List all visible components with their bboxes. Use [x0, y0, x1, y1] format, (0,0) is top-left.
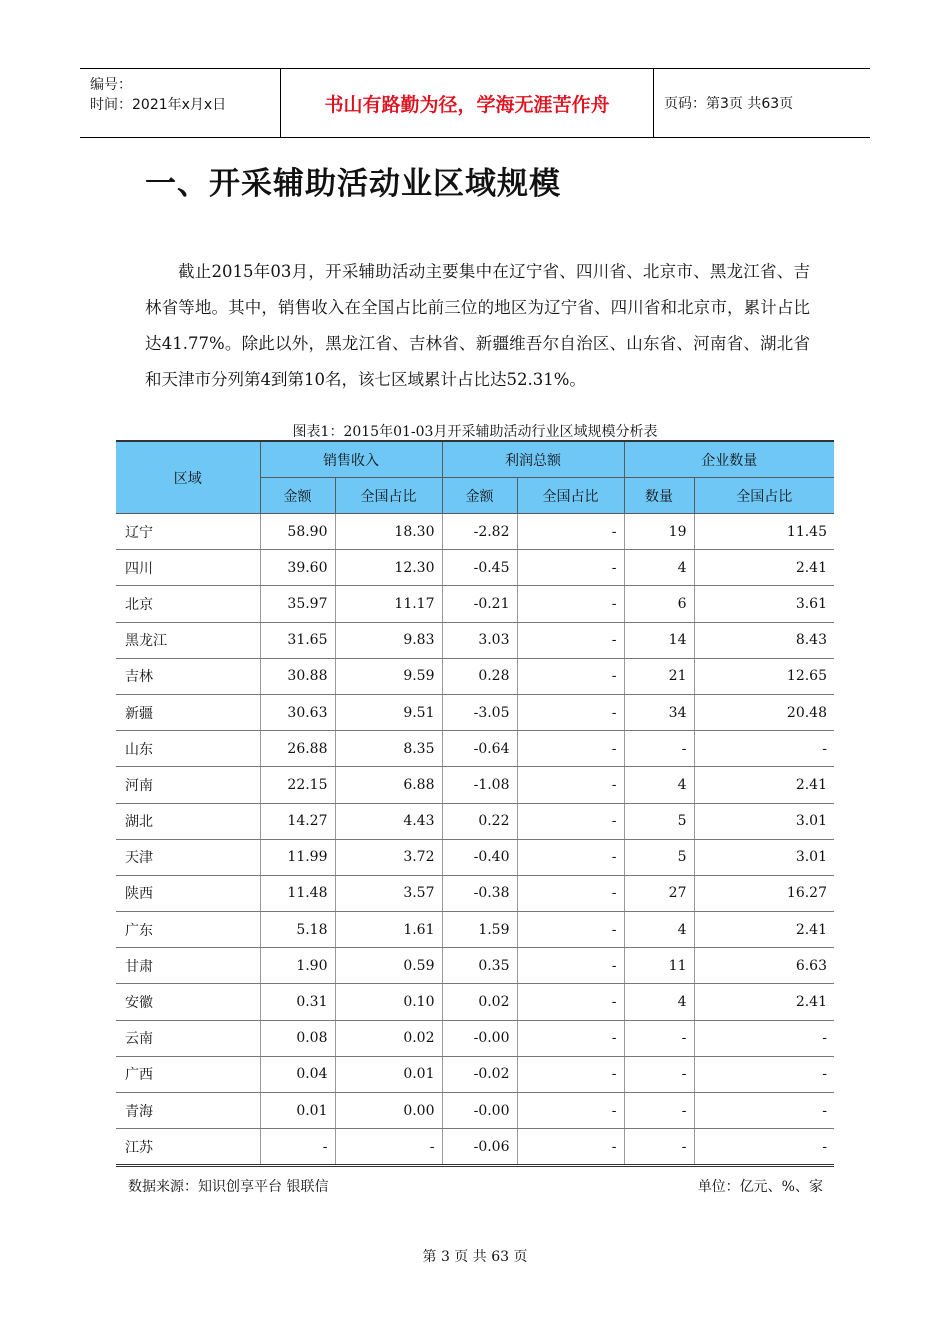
table-row	[116, 658, 834, 694]
value-cell: 1.59	[442, 912, 517, 948]
header-region: 区域	[116, 441, 260, 514]
value-cell: -	[624, 1056, 694, 1092]
value-cell: 9.59	[335, 658, 442, 694]
region-cell: 黑龙江	[116, 622, 260, 658]
value-cell: -	[517, 803, 624, 839]
value-cell: 4	[624, 912, 694, 948]
table-row	[116, 803, 834, 839]
value-cell: 18.30	[335, 514, 442, 550]
value-cell: 8.35	[335, 731, 442, 767]
value-cell: -0.40	[442, 839, 517, 875]
value-cell: -	[517, 948, 624, 984]
value-cell: 8.43	[694, 622, 834, 658]
region-cell: 新疆	[116, 694, 260, 730]
value-cell: 0.28	[442, 658, 517, 694]
section-title: 一、开采辅助活动业区域规模	[145, 166, 561, 202]
value-cell: -	[517, 1056, 624, 1092]
table-row	[116, 912, 834, 948]
value-cell: 12.30	[335, 550, 442, 586]
value-cell: 30.88	[260, 658, 335, 694]
value-cell: -	[517, 731, 624, 767]
value-cell: 11.99	[260, 839, 335, 875]
value-cell: 11.45	[694, 514, 834, 550]
header-group-enterprises: 企业数量	[624, 441, 834, 478]
value-cell: 30.63	[260, 694, 335, 730]
region-cell: 陕西	[116, 875, 260, 911]
value-cell: -0.45	[442, 550, 517, 586]
value-cell: -	[694, 731, 834, 767]
value-cell: 26.88	[260, 731, 335, 767]
value-cell: 21	[624, 658, 694, 694]
header-info	[80, 69, 281, 137]
value-cell: 2.41	[694, 550, 834, 586]
value-cell: -	[517, 550, 624, 586]
page-header	[80, 68, 870, 138]
value-cell: -	[517, 1129, 624, 1166]
value-cell: -	[517, 984, 624, 1020]
value-cell: -3.05	[442, 694, 517, 730]
region-cell: 云南	[116, 1020, 260, 1056]
value-cell: -0.06	[442, 1129, 517, 1166]
table-row	[116, 875, 834, 911]
value-cell: 3.03	[442, 622, 517, 658]
table-body	[116, 514, 834, 1166]
subheader-cell: 全国占比	[335, 478, 442, 514]
value-cell: 0.01	[260, 1093, 335, 1129]
value-cell: 6.88	[335, 767, 442, 803]
value-cell: 3.01	[694, 839, 834, 875]
value-cell: -2.82	[442, 514, 517, 550]
table-row	[116, 1129, 834, 1166]
subheader-cell: 金额	[442, 478, 517, 514]
value-cell: 34	[624, 694, 694, 730]
value-cell: 19	[624, 514, 694, 550]
value-cell: -	[624, 731, 694, 767]
header-group-sales: 销售收入	[260, 441, 442, 478]
value-cell: 5	[624, 803, 694, 839]
region-cell: 甘肃	[116, 948, 260, 984]
value-cell: -0.38	[442, 875, 517, 911]
region-cell: 四川	[116, 550, 260, 586]
table-row	[116, 948, 834, 984]
value-cell: -0.21	[442, 586, 517, 622]
value-cell: 58.90	[260, 514, 335, 550]
value-cell: 3.57	[335, 875, 442, 911]
value-cell: 0.02	[442, 984, 517, 1020]
value-cell: 22.15	[260, 767, 335, 803]
value-cell: -	[624, 1020, 694, 1056]
table-row	[116, 1093, 834, 1129]
value-cell: -	[694, 1093, 834, 1129]
value-cell: 5.18	[260, 912, 335, 948]
region-cell: 安徽	[116, 984, 260, 1020]
value-cell: 20.48	[694, 694, 834, 730]
value-cell: 4.43	[335, 803, 442, 839]
value-cell: 2.41	[694, 767, 834, 803]
subheader-cell: 全国占比	[694, 478, 834, 514]
table-row	[116, 694, 834, 730]
value-cell: -1.08	[442, 767, 517, 803]
value-cell: 0.04	[260, 1056, 335, 1092]
table-row	[116, 839, 834, 875]
value-cell: 11.17	[335, 586, 442, 622]
table-row	[116, 767, 834, 803]
page-footer: 第 3 页 共 63 页	[422, 1249, 528, 1265]
value-cell: 11	[624, 948, 694, 984]
value-cell: 3.72	[335, 839, 442, 875]
date-label: 时间：2021年x月x日	[90, 97, 227, 113]
value-cell: 9.51	[335, 694, 442, 730]
value-cell: 2.41	[694, 912, 834, 948]
value-cell: 14.27	[260, 803, 335, 839]
value-cell: 16.27	[694, 875, 834, 911]
value-cell: 0.08	[260, 1020, 335, 1056]
value-cell: -	[517, 767, 624, 803]
region-cell: 山东	[116, 731, 260, 767]
region-cell: 青海	[116, 1093, 260, 1129]
table-caption: 图表1：2015年01-03月开采辅助活动行业区域规模分析表	[292, 424, 658, 440]
value-cell: 9.83	[335, 622, 442, 658]
value-cell: -	[517, 586, 624, 622]
value-cell: -	[624, 1129, 694, 1166]
value-cell: -	[517, 622, 624, 658]
subheader-cell: 数量	[624, 478, 694, 514]
value-cell: 0.31	[260, 984, 335, 1020]
value-cell: -	[517, 694, 624, 730]
value-cell: 5	[624, 839, 694, 875]
value-cell: -0.00	[442, 1093, 517, 1129]
region-cell: 天津	[116, 839, 260, 875]
body-paragraph: 截止2015年03月，开采辅助活动主要集中在辽宁省、四川省、北京市、黑龙江省、吉林省等地。其中，销售收入在全国占比前三位的地区为辽宁省、四川省和北京市，累计占比达41.77%。除此以外，黑龙江省、吉林省、新疆维吾尔自治区、山东省、河南省、湖北省和天津市分列第4到第10名，该七区域累计占比达52.31%。	[145, 262, 810, 389]
region-cell: 北京	[116, 586, 260, 622]
value-cell: 0.22	[442, 803, 517, 839]
header-motto: 书山有路勤为径，学海无涯苦作舟	[281, 69, 654, 137]
value-cell: 4	[624, 984, 694, 1020]
value-cell: 4	[624, 550, 694, 586]
value-cell: -	[335, 1129, 442, 1166]
header-group-profit: 利润总额	[442, 441, 624, 478]
value-cell: -	[694, 1056, 834, 1092]
table-row	[116, 622, 834, 658]
region-cell: 河南	[116, 767, 260, 803]
value-cell: -	[517, 875, 624, 911]
region-cell: 广西	[116, 1056, 260, 1092]
value-cell: -0.64	[442, 731, 517, 767]
value-cell: 0.59	[335, 948, 442, 984]
value-cell: 0.35	[442, 948, 517, 984]
value-cell: 11.48	[260, 875, 335, 911]
value-cell: 31.65	[260, 622, 335, 658]
value-cell: -	[694, 1129, 834, 1166]
region-cell: 湖北	[116, 803, 260, 839]
value-cell: 3.61	[694, 586, 834, 622]
table-row	[116, 1020, 834, 1056]
value-cell: -	[694, 1020, 834, 1056]
table-row	[116, 586, 834, 622]
value-cell: 0.00	[335, 1093, 442, 1129]
value-cell: -	[260, 1129, 335, 1166]
value-cell: 1.61	[335, 912, 442, 948]
value-cell: -	[517, 1093, 624, 1129]
data-source: 数据来源：知识创享平台 银联信	[128, 1179, 329, 1195]
value-cell: 0.02	[335, 1020, 442, 1056]
region-scale-table	[116, 440, 834, 1167]
table-row	[116, 731, 834, 767]
value-cell: -0.02	[442, 1056, 517, 1092]
value-cell: 1.90	[260, 948, 335, 984]
value-cell: 14	[624, 622, 694, 658]
header-page-label: 页码：第3页 共63页	[664, 96, 794, 112]
value-cell: 12.65	[694, 658, 834, 694]
value-cell: 35.97	[260, 586, 335, 622]
value-cell: 39.60	[260, 550, 335, 586]
value-cell: -	[517, 658, 624, 694]
value-cell: 0.01	[335, 1056, 442, 1092]
value-cell: -	[517, 839, 624, 875]
subheader-cell: 金额	[260, 478, 335, 514]
value-cell: 6.63	[694, 948, 834, 984]
value-cell: 3.01	[694, 803, 834, 839]
value-cell: -	[624, 1093, 694, 1129]
value-cell: 0.10	[335, 984, 442, 1020]
value-cell: -	[517, 1020, 624, 1056]
value-cell: -	[517, 912, 624, 948]
table-row	[116, 1056, 834, 1092]
region-cell: 吉林	[116, 658, 260, 694]
number-label: 编号：	[90, 77, 132, 93]
value-cell: 27	[624, 875, 694, 911]
subheader-cell: 全国占比	[517, 478, 624, 514]
value-cell: 4	[624, 767, 694, 803]
region-cell: 江苏	[116, 1129, 260, 1166]
value-cell: -	[517, 514, 624, 550]
region-cell: 辽宁	[116, 514, 260, 550]
table-row	[116, 550, 834, 586]
table-row	[116, 514, 834, 550]
table-row	[116, 984, 834, 1020]
value-cell: 2.41	[694, 984, 834, 1020]
value-cell: -0.00	[442, 1020, 517, 1056]
region-cell: 广东	[116, 912, 260, 948]
value-cell: 6	[624, 586, 694, 622]
unit-note: 单位：亿元、%、家	[697, 1179, 823, 1195]
